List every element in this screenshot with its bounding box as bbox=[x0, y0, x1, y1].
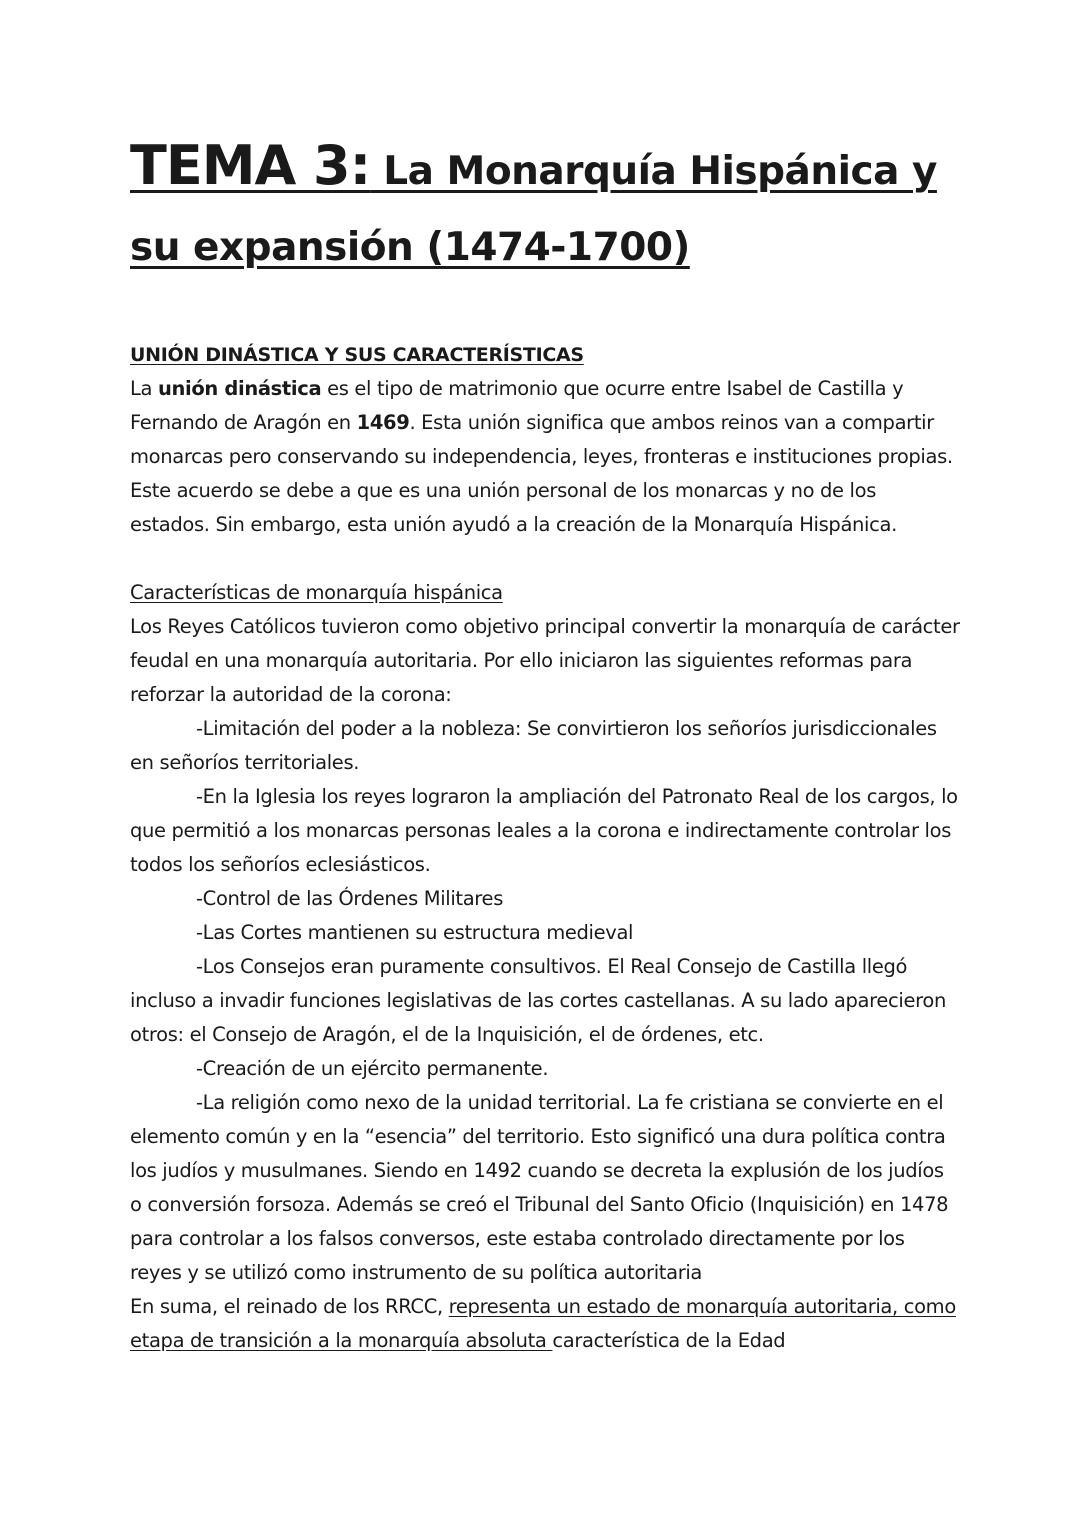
subheading-caracteristicas: Características de monarquía hispánica bbox=[130, 581, 503, 604]
title-text: La Monarquía Hispánica y su expansión (1474-1700) bbox=[130, 149, 937, 270]
list-item-consejos: -Los Consejos eran puramente consultivos. El Real Consejo de Castilla llegó incluso a invadir funciones legislativas de las cortes castellanas. A su lado aparecieron otros: el Consejo de Aragón, el de la Inquisición, el de órdenes, etc. bbox=[130, 955, 946, 1046]
paragraph-union-dinastica bbox=[130, 372, 960, 474]
text-span: . Esta unión significa que ambos reinos van a compartir monarcas pero conservando su independencia, leyes, fronteras e instituciones propias. bbox=[130, 411, 953, 468]
section-heading-union-dinastica: UNIÓN DINÁSTICA Y SUS CARACTERÍSTICAS bbox=[130, 344, 584, 366]
title-prefix: TEMA 3: bbox=[130, 134, 371, 197]
document-page bbox=[130, 128, 960, 1358]
paragraph-acuerdo: Este acuerdo se debe a que es una unión personal de los monarcas y no de los estados. Sin embargo, esta unión ayudó a la creación de la Monarquía Hispánica. bbox=[130, 479, 897, 536]
text-span: En suma, el reinado de los RRCC, bbox=[130, 1295, 449, 1318]
bold-term: unión dinástica bbox=[157, 377, 322, 400]
list-item-cortes: -Las Cortes mantienen su estructura medieval bbox=[196, 921, 634, 944]
text-span: La bbox=[130, 377, 158, 400]
blank-line bbox=[130, 542, 960, 576]
list-item-limitacion-nobleza: -Limitación del poder a la nobleza: Se convirtieron los señoríos jurisdiccionales en señoríos territoriales. bbox=[130, 717, 937, 774]
underlined-text: representa un estado de monarquía autoritaria, como etapa de transición a la monarquía absoluta bbox=[130, 1295, 956, 1352]
list-item-ejercito: -Creación de un ejército permanente. bbox=[196, 1057, 549, 1080]
list-item-religion: -La religión como nexo de la unidad territorial. La fe cristiana se convierte en el elemento común y en la “esencia” del territorio. Esto significó una dura política contra los judíos y musulmanes. Siendo en 1492 cuando se decreta la explusión de los judíos o conversión forsoza. Además se creó el Tribunal del Santo Oficio (Inquisición) en 1478 para controlar a los falsos conversos, este estaba controlado directamente por los reyes y se utilizó como instrumento de su política autoritaria bbox=[130, 1091, 949, 1284]
paragraph-conclusion bbox=[130, 1290, 960, 1358]
document-title bbox=[130, 128, 960, 286]
bold-year: 1469 bbox=[356, 411, 410, 434]
text-span: es el tipo de matrimonio que ocurre entre Isabel de Castilla y Fernando de Aragón en bbox=[130, 377, 904, 434]
text-span: característica de la Edad bbox=[552, 1329, 786, 1352]
list-item-ordenes-militares: -Control de las Órdenes Militares bbox=[196, 887, 504, 910]
list-item-iglesia: -En la Iglesia los reyes lograron la ampliación del Patronato Real de los cargos, lo que permitió a los monarcas personas leales a la corona e indirectamente controlar los todos los señoríos eclesiásticos. bbox=[130, 785, 958, 876]
paragraph-intro-reformas: Los Reyes Católicos tuvieron como objetivo principal convertir la monarquía de carácter feudal en una monarquía autoritaria. Por ello iniciaron las siguientes reformas para reforzar la autoridad de la corona: bbox=[130, 615, 960, 706]
